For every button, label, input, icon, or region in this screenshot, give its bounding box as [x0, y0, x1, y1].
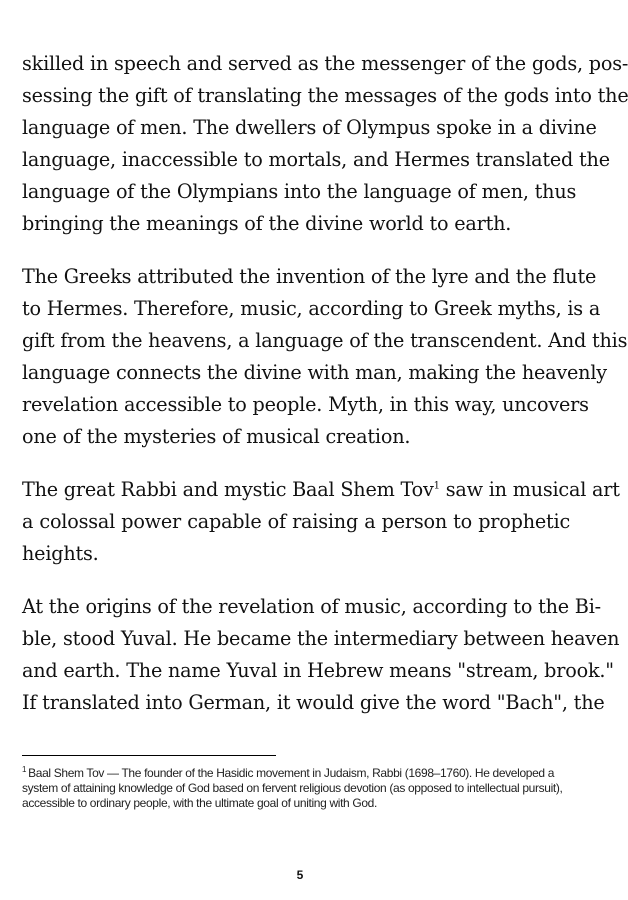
text-segment: saw in musical art: [439, 478, 620, 501]
text-line: sessing the gift of translating the messages of the gods into the: [22, 84, 628, 107]
footnote: [22, 766, 580, 811]
text-line: bringing the meanings of the divine world to earth.: [22, 212, 512, 235]
footnote-text: Baal Shem Tov — The founder of the Hasidic movement in Judaism, Rabbi (1698–1760). He developed a system of attaining knowledge of God based on fervent religious devotion (as opposed to intellectual pursuit), accessible to ordinary people, with the ultimate goal of uniting with God.: [22, 766, 563, 810]
text-line: language of the Olympians into the language of men, thus: [22, 180, 577, 203]
text-line: revelation accessible to people. Myth, in this way, uncovers: [22, 393, 589, 416]
footnote-divider: [22, 755, 276, 756]
text-line: to Hermes. Therefore, music, according to Greek myths, is a: [22, 297, 601, 320]
footnote-reference[interactable]: 1: [433, 480, 440, 492]
text-line: skilled in speech and served as the messenger of the gods, pos-: [22, 52, 628, 75]
text-line: one of the mysteries of musical creation.: [22, 425, 411, 448]
text-line: [22, 474, 620, 506]
text-line: language connects the divine with man, making the heavenly: [22, 361, 607, 384]
text-line: ble, stood Yuval. He became the intermediary between heaven: [22, 627, 620, 650]
paragraph-3: [22, 474, 620, 570]
paragraph-2: [22, 261, 628, 453]
footnote-marker: 1: [22, 765, 27, 774]
paragraph-4: [22, 591, 620, 719]
body-text: [22, 48, 628, 740]
text-line: At the origins of the revelation of music, according to the Bi-: [22, 595, 601, 618]
text-line: a colossal power capable of raising a person to prophetic: [22, 510, 570, 533]
text-line: The Greeks attributed the invention of the lyre and the flute: [22, 265, 597, 288]
text-segment: The great Rabbi and mystic Baal Shem Tov: [22, 478, 434, 501]
text-line: If translated into German, it would give the word "Bach", the: [22, 691, 605, 714]
paragraph-1: [22, 48, 628, 240]
text-line: heights.: [22, 542, 99, 565]
text-line: language of men. The dwellers of Olympus spoke in a divine: [22, 116, 597, 139]
text-line: gift from the heavens, a language of the transcendent. And this: [22, 329, 628, 352]
text-line: and earth. The name Yuval in Hebrew means "stream, brook.": [22, 659, 614, 682]
text-line: language, inaccessible to mortals, and Hermes translated the: [22, 148, 610, 171]
page-number: 5: [296, 868, 304, 882]
